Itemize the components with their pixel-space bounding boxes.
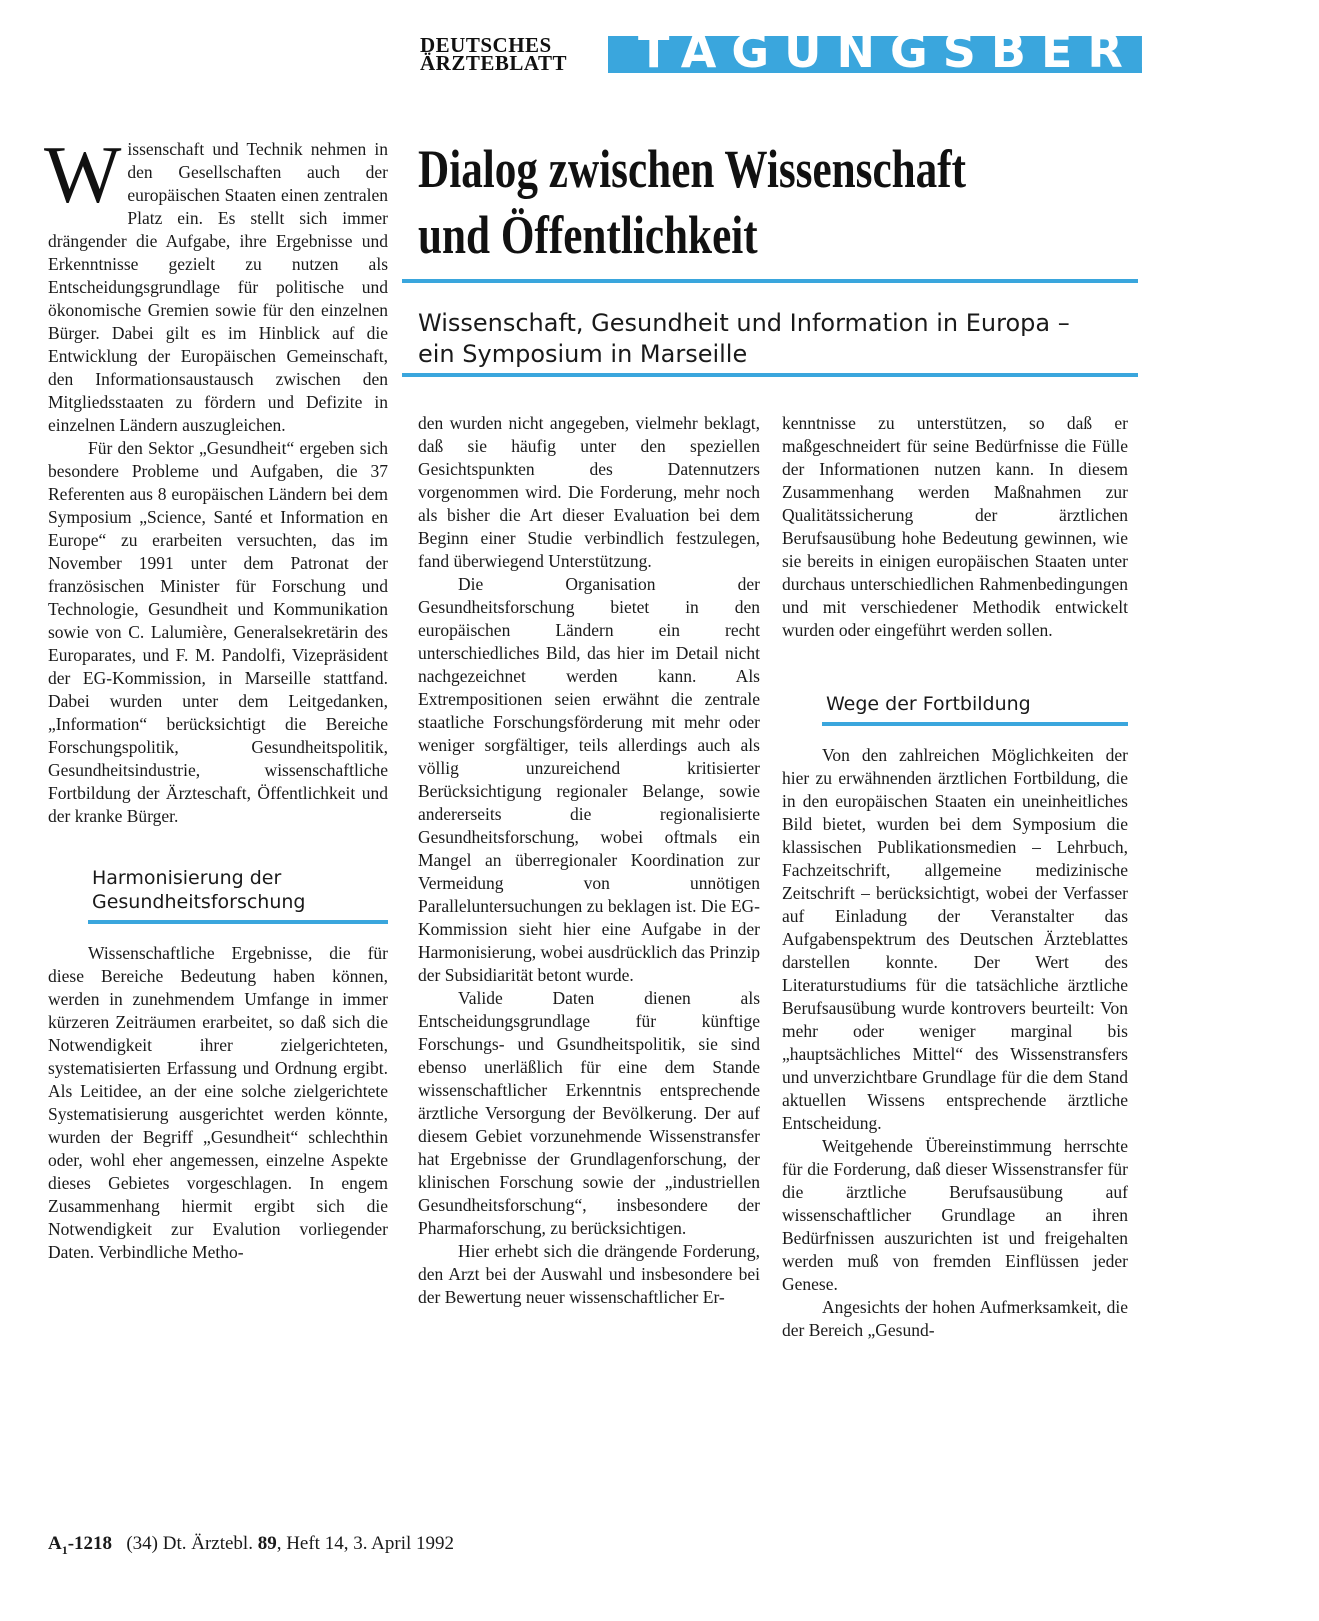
article-title: [418, 136, 1002, 268]
paragraph: Angesichts der hohen Aufmerksamkeit, die der Bereich „Gesund-: [782, 1297, 1128, 1340]
section-label: TAGUNGSBERICHT: [638, 24, 1319, 78]
paragraph-text: issenschaft und Technik nehmen in den Gesellschaften auch der europäischen Staaten einen zentralen Platz ein. Es stellt sich immer drängender die Aufgabe, ihre Ergebnisse und Erkenntnisse gezielt zu nutzen als Entscheidungsgrundlage für politische und ökonomische Gremien sowie für den einzelnen Bürger. Dabei gilt es im Hinblick auf die Entwicklung der Europäischen Gemeinschaft, den Informationsaustausch zwischen den Mitgliedsstaaten zu fördern und Defizite in einzelnen Ländern auszugleichen.: [48, 139, 388, 435]
drop-cap: W: [44, 129, 122, 220]
paragraph: kenntnisse zu unterstützen, so daß er maßgeschneidert für seine Bedürfnisse die Fülle der Informationen nutzen kann. In diesem Zusammenhang werden Maßnahmen zur Qualitätssicherung der ärztlichen Berufsausübung hohe Bedeutung gewinnen, wie sie bereits in einigen europäischen Staaten unter durchaus unterschiedlichen Rahmenbedingungen und mit verschiedener Methodik entwickelt wurden oder eingeführt werden sollen.: [782, 413, 1128, 640]
paragraph: Weitgehende Übereinstimmung herrschte für die Forderung, daß dieser Wissenstransfer für die ärztliche Berufsausübung auf wissenschaftlicher Grundlage an ihren Bedürfnissen auszurichten ist und freigehalten werden muß von fremden Einflüssen jeder Genese.: [782, 1136, 1128, 1294]
intro-paragraph: [44, 129, 388, 437]
volume: 89: [257, 1533, 277, 1554]
section-heading-fortbildung: Wege der Fortbildung: [822, 692, 1128, 726]
paragraph: Für den Sektor „Gesundheit“ ergeben sich besondere Probleme und Aufgaben, die 37 Referenten aus 8 europäischen Ländern bei dem Symposium „Science, Santé et Information en Europe“ zu erarbeiten versuchten, das im November 1991 unter dem Patronat der französischen Minister für Forschung und Technologie, Gesundheit und Kommunikation sowie von C. Lalumière, Generalsekretärin des Europarates, und F. M. Pandolfi, Vizepräsident der EG-Kommission, in Marseille stattfand. Dabei wurden unter dem Leitgedanken, „Information“ berücksichtigt die Bereiche Forschungspolitik, Gesundheitspolitik, Gesundheitsindustrie, wissenschaftliche Fortbildung der Ärzteschaft, Öffentlichkeit und der kranke Bürger.: [48, 438, 388, 826]
citation-end: , Heft 14, 3. April 1992: [276, 1533, 455, 1554]
journal-logo: [420, 33, 588, 75]
section-banner: [608, 24, 1319, 78]
paragraph: Die Organisation der Gesundheitsforschung bietet in den europäischen Ländern ein recht unterschiedliches Bild, das hier im Detail nicht nachgezeichnet werden kann. Als Extrempositionen seien erwähnt die zentrale staatliche Forschungsförderung mit mehr oder weniger sorgfältiger, teils allerdings auch als völlig unzureichend kritisierter Berücksichtigung regionaler Belange, sowie andererseits die regionalisierte Gesundheitsforschung, wobei oftmals ein Mangel an überregionaler Koordination zur Vermeidung von unnötigen Paralleluntersuchungen zu beklagen ist. Die EG-Kommission sieht hier eine Aufgabe in der Harmonisierung, wobei ausdrücklich das Prinzip der Subsidiarität betont wurde.: [418, 574, 760, 985]
paragraph: Valide Daten dienen als Entscheidungsgrundlage für künftige Forschungs- und Gsundheitspolitik, sie sind ebenso unerläßlich für eine dem Stande wissenschaftlicher Erkenntnis entsprechende ärztliche Versorgung der Bevölkerung. Der auf diesem Gebiet vorzunehmende Wissenstransfer hat Ergebnisse der Grundlagenforschung, der klinischen Forschung sowie der „industriellen Gesundheitsforschung“, insbesondere der Pharmaforschung, zu berücksichtigen.: [418, 988, 760, 1238]
text-column-1: [44, 129, 388, 1264]
text-column-3: [782, 412, 1128, 1342]
logo-line-2: ÄRZTEBLATT: [420, 51, 567, 75]
paragraph: Von den zahlreichen Möglichkeiten der hier zu erwähnenden ärztlichen Fortbildung, die in den europäischen Staaten ein uneinheitliches Bild bietet, wurden bei dem Symposium die klassischen Publikationsmedien – Lehrbuch, Fachzeitschrift, allgemeine medizinische Zeitschrift – berücksichtigt, wobei der Verfasser auf Einladung der Veranstalter das Aufgabenspektrum des Deutschen Ärzteblattes darstellen konnte. Der Wert des Literaturstudiums für die tatsächliche ärztliche Berufsausübung wurde kontrovers beurteilt: Von mehr oder weniger marginal bis „hauptsächliches Mittel“ des Wissenstransfers und unverzichtbare Grundlage für die dem Stand aktuellen Wissens entsprechende ärztliche Entscheidung.: [782, 745, 1128, 1133]
article-subtitle: [418, 308, 1138, 370]
page-sub: 1: [61, 1542, 68, 1557]
page-prefix: A: [48, 1533, 62, 1554]
paragraph: den wurden nicht angegeben, vielmehr beklagt, daß sie häufig unter den speziellen Gesichtspunkten des Datennutzers vorgenommen wird. Die Forderung, mehr noch als bisher die Art dieser Evaluation bei dem Beginn einer Studie verbindlich festzulegen, fand überwiegend Unterstützung.: [418, 413, 760, 571]
title-line-2: und Öffentlichkeit: [418, 205, 758, 265]
page-number: [48, 1533, 113, 1557]
text-column-2: [418, 412, 760, 1309]
paragraph: Wissenschaftliche Ergebnisse, die für diese Bereiche Bedeutung haben können, werden in zunehmendem Umfange in immer kürzeren Zeiträumen erarbeitet, so daß sich die Notwendigkeit ihrer zielgerichteten, systematisierten Erfassung und Ordnung ergibt. Als Leitidee, an der eine solche zielgerichtete Systematisierung ausgerichtet werden könnte, wurden der Begriff „Gesundheit“ schlechthin oder, wohl eher angemessen, einzelne Aspekte dieses Gebietes vorgeschlagen. In engem Zusammenhang hiermit ergibt sich die Notwendigkeit zur Evalution vorliegender Daten. Verbindliche Metho-: [48, 943, 388, 1262]
subtitle-line-2: ein Symposium in Marseille: [418, 340, 748, 368]
title-line-1: Dialog zwischen Wissenschaft: [418, 139, 967, 199]
paragraph: Hier erhebt sich die drängende Forderung, den Arzt bei der Auswahl und insbesondere bei der Bewertung neuer wissenschaftlicher Er-: [418, 1241, 760, 1307]
page-num: -1218: [67, 1533, 113, 1554]
logo-line-1: DEUTSCHES: [420, 33, 552, 57]
citation-start: (34) Dt. Ärztebl.: [126, 1533, 258, 1554]
subtitle-rule: [402, 373, 1138, 377]
title-rule: [402, 279, 1138, 283]
page-footer: [48, 1533, 454, 1558]
subtitle-line-1: Wissenschaft, Gesundheit und Information in Europa –: [418, 309, 1070, 337]
section-heading-harmonisierung: Harmonisierung der Gesundheitsforschung: [88, 866, 388, 924]
